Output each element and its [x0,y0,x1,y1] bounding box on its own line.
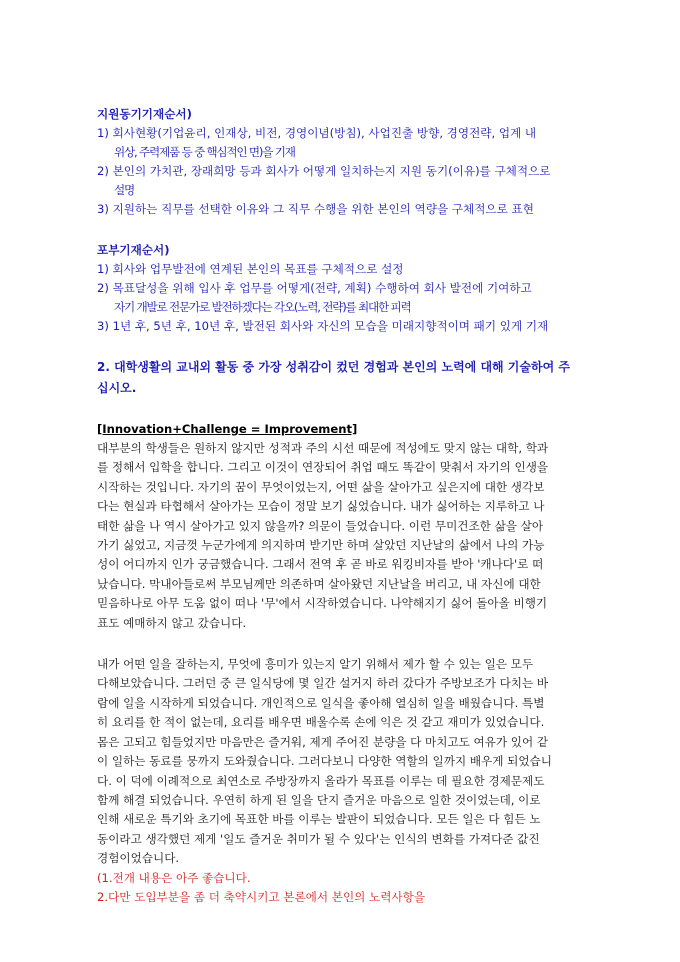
paragraph-line: 대부분의 학생들은 원하지 않지만 성적과 주의 시선 때문에 적성에도 맞지 않는 대학, 학과 [97,441,549,455]
paragraph-line: 이 일하는 동료를 뭉까지 도와줬습니다. 그러다보니 다양한 역할의 일까지 배우게 되었습니 [97,754,552,769]
motivation-item-1 [97,124,595,162]
spacer [97,399,595,419]
paragraph-line: 몸은 고되고 힘들었지만 마음만은 즐거워, 제게 주어진 분량을 다 마치고도 여유가 있어 같 [97,734,549,749]
motivation-title: 지원동기기재순서) [97,107,192,121]
answer-heading: [Innovation+Challenge = Improvement] [97,422,358,436]
motivation-item-1-line-2: 위상, 주력제품 등 중 핵심적인 면)을 기재 [114,145,295,159]
question-line-1: 2. 대학생활의 교내외 활동 중 가장 성취감이 컸던 경험과 본인의 노력에 대해 기술하여 주 [97,360,570,374]
feedback-block [97,869,595,908]
paragraph-line: 태한 삶을 나 역시 살아가고 있지 않을까? 의문이 들었습니다. 이런 무미건조한 삶을 살아 [97,518,544,533]
paragraph-line: 가기 싫었고, 지금껏 누군가에게 의지하며 받기만 하며 살았던 지난날의 삶에서 나의 가능 [97,538,545,553]
aspiration-item-1-line-1: 1) 회사와 업무발전에 연계된 본인의 목표를 구체적으로 설정 [97,262,404,276]
aspiration-item-2-line-1: 2) 목표달성을 위해 입사 후 업무를 어떻게(전략, 계획) 수행하여 회사 발전에 기여하고 [97,281,532,295]
motivation-item-2-line-1: 2) 본인의 가치관, 장래희망 등과 회사가 어떻게 일치하는지 지원 동기(이유)를 구체적으로 [97,164,551,178]
paragraph-line: 다. 이 덕에 이례적으로 최연소로 주방장까지 올라가 목표를 이루는 데 필요한 경제문제도 [97,773,545,788]
spacer [97,336,595,357]
motivation-item-2 [97,162,595,200]
motivation-item-2-line-2: 설명 [114,183,134,197]
motivation-item-3 [97,200,595,219]
aspiration-item-1 [97,260,595,279]
paragraph-line: 표도 예매하지 않고 갔습니다. [97,615,247,630]
aspiration-item-3-line-1: 3) 1년 후, 5년 후, 10년 후, 발전된 회사와 자신의 모습을 미래지향적이며 패기 있게 기재 [97,319,549,333]
paragraph-line: 성이 어디까지 인가 궁금했습니다. 그래서 전역 후 곧 바로 워킹비자를 받아 '캐나다'로 떠 [97,557,544,572]
answer-paragraph-2 [97,655,595,868]
paragraph-line: 히 요리를 한 적이 없는데, 요리를 배우면 배울수록 손에 익은 것 같고 재미가 있었습니다. [97,715,545,730]
aspiration-item-2 [97,279,595,317]
paragraph-line: 내가 어떤 일을 잘하는지, 무엇에 흥미가 있는지 알기 위해서 제가 할 수 있는 일은 모두 [97,657,534,672]
paragraph-line: 다해보았습니다. 그러던 중 큰 일식당에 몇 일간 설거지 하러 갔다가 주방보조가 다치는 바 [97,676,549,691]
spacer [97,219,595,240]
paragraph-line: 믿음하나로 아무 도움 없이 떠나 '무'에서 시작하였습니다. 나약해지기 싫어 돌아올 비행기 [97,596,548,611]
answer-paragraph-1 [97,439,595,633]
paragraph-line: 를 정해서 입학을 합니다. 그리고 이것이 연장되어 취업 때도 똑같이 맞춰서 자기의 인생을 [97,460,549,475]
motivation-item-3-line-1: 3) 지원하는 직무를 선택한 이유와 그 직무 수행을 위한 본인의 역량을 구체적으로 표현 [97,202,534,216]
aspiration-title: 포부기재순서) [97,243,170,257]
spacer [97,633,595,655]
paragraph-line: 인해 새로운 특기와 초기에 목표한 바를 이루는 발판이 되었습니다. 모든 일은 다 힘든 노 [97,812,541,827]
feedback-line-1: (1.전개 내용은 아주 좋습니다. [97,870,251,885]
paragraph-line: 람에 일을 시작하게 되었습니다. 개인적으로 일식을 좋아해 열심히 일을 배웠습니다. 특별 [97,695,545,710]
question-block [97,357,595,399]
motivation-item-1-line-1: 1) 회사현황(기업윤리, 인재상, 비전, 경영이념(방침), 사업진출 방향, 경영전략, 업계 내 [97,126,537,140]
document-content [97,104,595,907]
feedback-line-2: 2.다만 도입부분을 좀 더 축약시키고 본론에서 본인의 노력사항을 [97,889,426,904]
paragraph-line: 함께 해결 되었습니다. 우연히 하게 된 일을 단지 즐거운 마음으로 일한 것이었는데, 이로 [97,792,541,807]
motivation-section [97,104,595,219]
paragraph-line: 다는 현실과 타협해서 살아가는 모습이 정말 보기 싫었습니다. 내가 싫어하는 지루하고 나 [97,499,545,514]
aspiration-section [97,240,595,336]
paragraph-line: 시작하는 것입니다. 자기의 꿈이 무엇이었는지, 어떤 삶을 살아가고 싶은지에 대한 생각보 [97,479,545,494]
paragraph-line: 동이라고 생각했던 제게 '일도 즐거운 취미가 될 수 있다'는 인식의 변화를 가져다준 값진 [97,831,540,846]
question-line-2: 십시오. [97,381,137,395]
paragraph-line: 경험이었습니다. [97,851,180,866]
aspiration-item-2-line-2: 자기 개발로 전문가로 발전하겠다는 각오(노력, 전략)를 최대한 피력 [114,300,411,314]
answer-block [97,419,595,907]
paragraph-line: 났습니다. 막내아들로써 부모님께만 의존하며 살아왔던 지난날을 버리고, 내 자신에 대한 [97,576,541,591]
aspiration-item-3 [97,317,595,336]
